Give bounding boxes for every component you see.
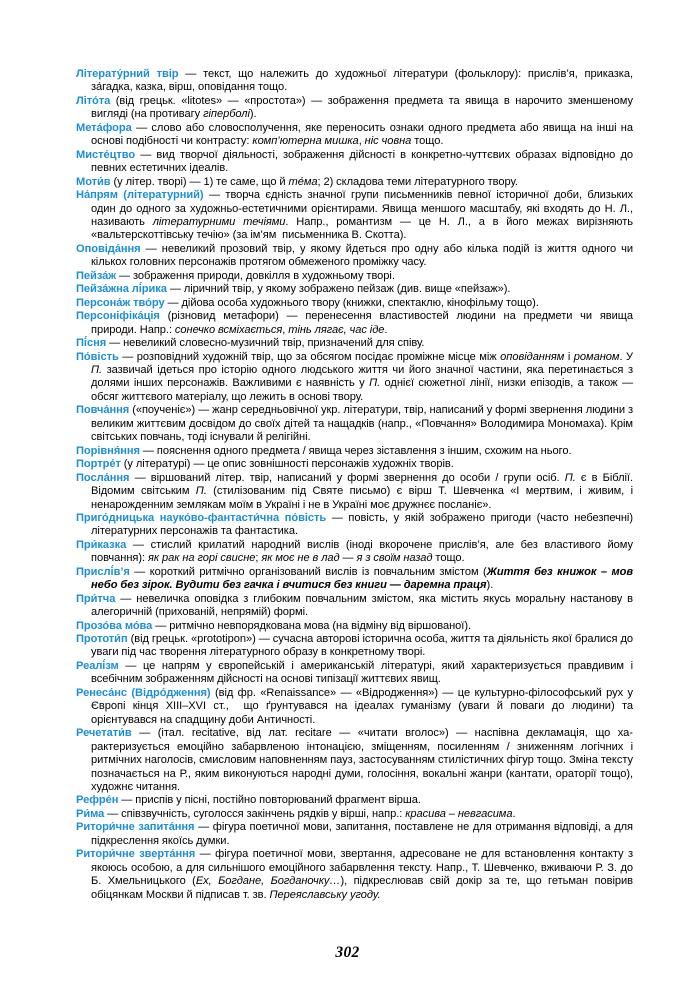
entry-term: Приго́дницька науко́во-фантасти́чна по́вість <box>76 511 327 524</box>
entry-definition: — творча єдність значної групи письменників певної історичної доби, близьких один до одного за художньо-естетичними орієнтирами. Явища меншого масштабу, які входять до Н. Л., називають літературними течіями. Напр., романтизм — це Н. Л., а в його межах вирізняють «вальтерскоттівську течію» (за ім’ям письменника В. Скотта). <box>91 189 633 242</box>
entry-definition: — дійова особа художнього твору (книжки, спектаклю, кінофільму тощо). <box>164 296 539 309</box>
entry-term: Повча́ння <box>76 404 130 417</box>
glossary-entry <box>76 458 633 471</box>
entry-term: Пі́сня <box>76 337 107 350</box>
italic-fragment: Переяславську угоду. <box>269 888 381 901</box>
entry-definition: — текст, що належить до художньої літератури (фольклору): прислів’я, приказка, за́гадка, казка, вірш, оповідання тощо. <box>91 68 634 94</box>
italic-fragment: оповіданням <box>500 350 565 363</box>
entry-term: На́прям (літературний) <box>76 189 204 202</box>
entry-term: Прислі́в’я <box>76 565 130 578</box>
glossary-entry <box>76 404 633 444</box>
italic-fragment: романом <box>573 350 620 363</box>
glossary-entry <box>76 283 633 296</box>
entry-term: Пейза́жна лі́рика <box>76 283 167 296</box>
entry-term: Рефре́н <box>76 794 119 807</box>
entry-term: Пейза́ж <box>76 269 117 282</box>
italic-fragment: гіперболі <box>203 108 250 121</box>
entry-term: Літерату́рний твір <box>76 68 179 80</box>
entry-term: Порівня́ння <box>76 444 140 457</box>
entry-definition: (у літер. творі) — 1) те саме, що й те́ма; 2) складова теми літературного твору. <box>110 175 518 188</box>
entry-term: По́вість <box>76 350 119 363</box>
glossary-entry <box>76 337 633 350</box>
entry-definition: (від грецьк. «litotes» — «простота») — зображення предмета та явища в нарочито зменшеному вигляді (на противагу гіперболі). <box>91 94 633 121</box>
italic-fragment: Життя без книжок – мов небо без зірок. Вудити без гачка і вчитися без книги — даремна праця <box>91 565 633 592</box>
glossary-entry <box>76 687 633 727</box>
entry-definition: — співзвучність, суголосся закінчень рядків у вірші, напр.: красива – невгасима. <box>104 807 516 820</box>
entry-definition: — короткий ритмічно організований вислів із повчальним змістом (Життя без книжок – мов небо без зірок. Вудити без гачка і вчитися без книги — даремна праця). <box>91 565 633 592</box>
entry-term: Ритори́чне запита́ння <box>76 821 195 834</box>
glossary-entry <box>76 727 633 794</box>
entry-term: Посла́ння <box>76 471 130 484</box>
entry-term: Прототи́п <box>76 633 128 646</box>
entry-definition: (від грецьк. «prototipon») — сучасна авторові історична особа, життя та діяльність якої бралися до уваги під час творення літературного образу в конкретному творі. <box>91 633 633 659</box>
entry-definition: — вид творчої діяльності, зображення дійсності в конкретно-чуттєвих образах відповідно до певних естетичних ідеалів. <box>91 148 633 175</box>
glossary-entry <box>76 808 633 821</box>
glossary-entry <box>76 189 633 243</box>
italic-fragment: ніс човна <box>364 135 412 148</box>
entry-term: Реалі́зм <box>76 659 119 672</box>
entry-definition: (різновид метафори) — перенесення властивостей людини на предмети чи явища природи. Напр.: сонечко всміхається, тінь лягає, час іде. <box>91 310 633 336</box>
entry-definition: — (італ. recitative, від лат. recitare — «читати вголос») — наспівна декламація, що характеризується емоційно забарвленою інтонацією, зміщенням, посиленням / зниженням логічних і ритмічних наголосів, смисловим наповненням пауз, застосуванням стилістичних фігур тощо. Зміна тексту позначається на Р., яким виконуються народні думи, голосіння, вокальні жанри (кантати, ораторії тощо), художнє читання. <box>91 727 633 794</box>
entry-definition: — пояснення одного предмета / явища через зіставлення з іншим, схожим на нього. <box>139 444 572 457</box>
glossary-entry <box>76 566 633 593</box>
glossary-entry <box>76 270 633 283</box>
glossary-entry <box>76 512 633 539</box>
glossary-entry <box>76 176 633 189</box>
glossary-entry <box>76 243 633 270</box>
glossary-entry <box>76 593 633 620</box>
glossary-entry <box>76 848 633 902</box>
glossary-entry <box>76 351 633 405</box>
glossary-entry <box>76 95 633 122</box>
entry-definition: — ліричний твір, у якому зображено пейзаж (див. вище «пейзаж»). <box>166 283 511 296</box>
entry-term: Ритори́чне зверта́ння <box>76 848 196 861</box>
entry-term: Оповіда́ння <box>76 242 141 255</box>
entry-definition: (у літературі) — це опис зовнішності персонажів художніх творів. <box>120 458 454 471</box>
entry-definition: — ритмічно невпорядкована мова (на відміну від віршованої). <box>152 619 472 632</box>
glossary-entry <box>76 660 633 687</box>
italic-fragment: літературними течіями <box>152 215 286 228</box>
italic-fragment: те́ма <box>288 175 318 188</box>
glossary-entry <box>76 794 633 807</box>
glossary-entry <box>76 472 633 512</box>
entry-term: Ренеса́нс (Відро́дження) <box>76 686 211 699</box>
entry-term: Персоніфіка́ція <box>76 310 160 323</box>
entry-definition: — зображення природи, довкілля в художньому творі. <box>116 269 395 282</box>
entry-term: При́казка <box>76 538 127 551</box>
glossary-entry <box>76 122 633 149</box>
entry-definition: — повість, у якій зображено пригоди (часто небезпечні) літературних персонажів та фантастика. <box>91 511 633 538</box>
italic-fragment: П. <box>369 377 381 390</box>
entry-term: Моти́в <box>76 175 111 188</box>
entry-definition: — стислий крилатий народний вислів (іноді вкорочене прислів’я, але без властивого йому повчання): як рак на горі свисне; як моє не в лад — я з своїм назад тощо. <box>91 538 633 565</box>
italic-fragment: П. <box>91 363 103 376</box>
entry-definition: — невеличка оповідка з глибоким повчальним змістом, яка містить якусь моральну настанову в алегоричній (прихованій, непрямій) формі. <box>91 592 633 619</box>
entry-definition: — приспів у пісні, постійно повторюваний фрагмент вірша. <box>118 794 421 807</box>
page-number: 302 <box>335 944 360 961</box>
italic-fragment: як моє не в лад — я з своїм назад <box>261 552 433 565</box>
entry-definition: — розповідний художній твір, що за обсягом посідає проміжне місце між оповіданням і романом. У П. зазвичай ідеться про історію одного людського життя чи його значної частини, яка перетинається з долями інших персонажів. Важливими є наявність у П. однієї сюжетної лінії, низки епізодів, а також — обсяг життєвого матеріалу, що лежить в основі твору. <box>91 350 633 403</box>
glossary-entry <box>76 149 633 176</box>
entry-term: Персона́ж тво́ру <box>76 296 165 309</box>
italic-fragment: красива – невгасима <box>405 807 513 820</box>
glossary-entry <box>76 539 633 566</box>
glossary-entry <box>76 445 633 458</box>
entry-definition: — віршований літер. твір, написаний у формі звернення до особи / групи осіб. П. є в Біблії. Відомим світським П. (стилізованим під Святе письмо) є вірш Т. Шевченка «І мертвим, і живим, і ненарожденним землякам моїм в Україні і не в Україні моє дружнєє посланіє». <box>91 471 633 511</box>
entry-definition: («поученіє») — жанр середньовічної укр. літератури, твір, написаний у формі звернення людини з великим життєвим досвідом до своїх дітей та нащадків (напр., «Повчання» Володимира Мономаха). Крім світських повчань, тоді існували й релігійні. <box>91 404 633 444</box>
entry-term: Літо́та <box>76 94 111 107</box>
entry-definition: — це напрям у європейській і американській літературі, який характеризується правдивим і всебічним зображенням дійсності на основі типізації життєвих явищ. <box>91 659 633 686</box>
italic-fragment: комп’ютерна мишка <box>252 135 359 148</box>
glossary-entry <box>76 633 633 660</box>
entry-term: Мета́фора <box>76 121 132 134</box>
entry-definition: — невеликий словесно-музичний твір, призначений для співу. <box>106 337 425 350</box>
glossary-entry <box>76 821 633 848</box>
glossary-entry <box>76 310 633 337</box>
entry-term: Портре́т <box>76 458 121 471</box>
entry-definition: — фігура поетичної мови, звертання, адресоване не для встановлення контакту з якоюсь особою, а для сильнішого емоційного забарвлення тексту. Напр., Т. Шевченко, вживаючи Р. З. до Б. Хмельницького (Ех, Богдане, Богданочку…), підкреслював свій докір за те, що гетьман повірив обіцянкам Москви й підписав т. зв. Переяславську угоду. <box>91 848 633 901</box>
italic-fragment: як рак на горі свисне <box>148 552 256 565</box>
italic-fragment: П. <box>564 471 576 484</box>
entry-definition: — невеликий прозовий твір, у якому йдеться про одну або кілька подій із життя одного чи кількох головних персонажів протягом обмеженого проміжку часу. <box>91 242 633 269</box>
glossary-entry <box>76 620 633 633</box>
italic-fragment: сонечко всміхається <box>174 323 283 336</box>
glossary-entry <box>76 297 633 310</box>
glossary-entry <box>76 68 633 95</box>
italic-fragment: П. <box>195 485 207 498</box>
entry-definition: (від фр. «Renaissance» — «Відродження») — це культурно-філософський рух у Європі кінця XIII–XVI ст., що ґрунтувався на ідеалах гуманізму (уваги й поваги до людини) та орієнтувався на спадщину доби Античності. <box>91 686 633 726</box>
italic-fragment: тінь лягає, час іде <box>288 323 385 336</box>
entry-term: Прозо́ва мо́ва <box>76 619 153 632</box>
entry-term: При́тча <box>76 592 116 605</box>
entry-term: Речетати́в <box>76 727 132 740</box>
entry-term: Мисте́цтво <box>76 148 136 161</box>
entry-term: Ри́ма <box>76 807 105 820</box>
entry-definition: — фігура поетичної мови, запитання, поставлене не для отримання відповіді, а для підкреслення якоїсь думки. <box>91 821 633 847</box>
entry-definition: — слово або словосполучення, яке переносить ознаки одного предмета або явища на інші на основі подібності чи контрасту: комп’ютерна мишка, ніс човна тощо. <box>91 121 633 148</box>
glossary-entry-list <box>76 68 633 902</box>
italic-fragment: Ех, Богдане, Богданочку… <box>195 875 341 888</box>
